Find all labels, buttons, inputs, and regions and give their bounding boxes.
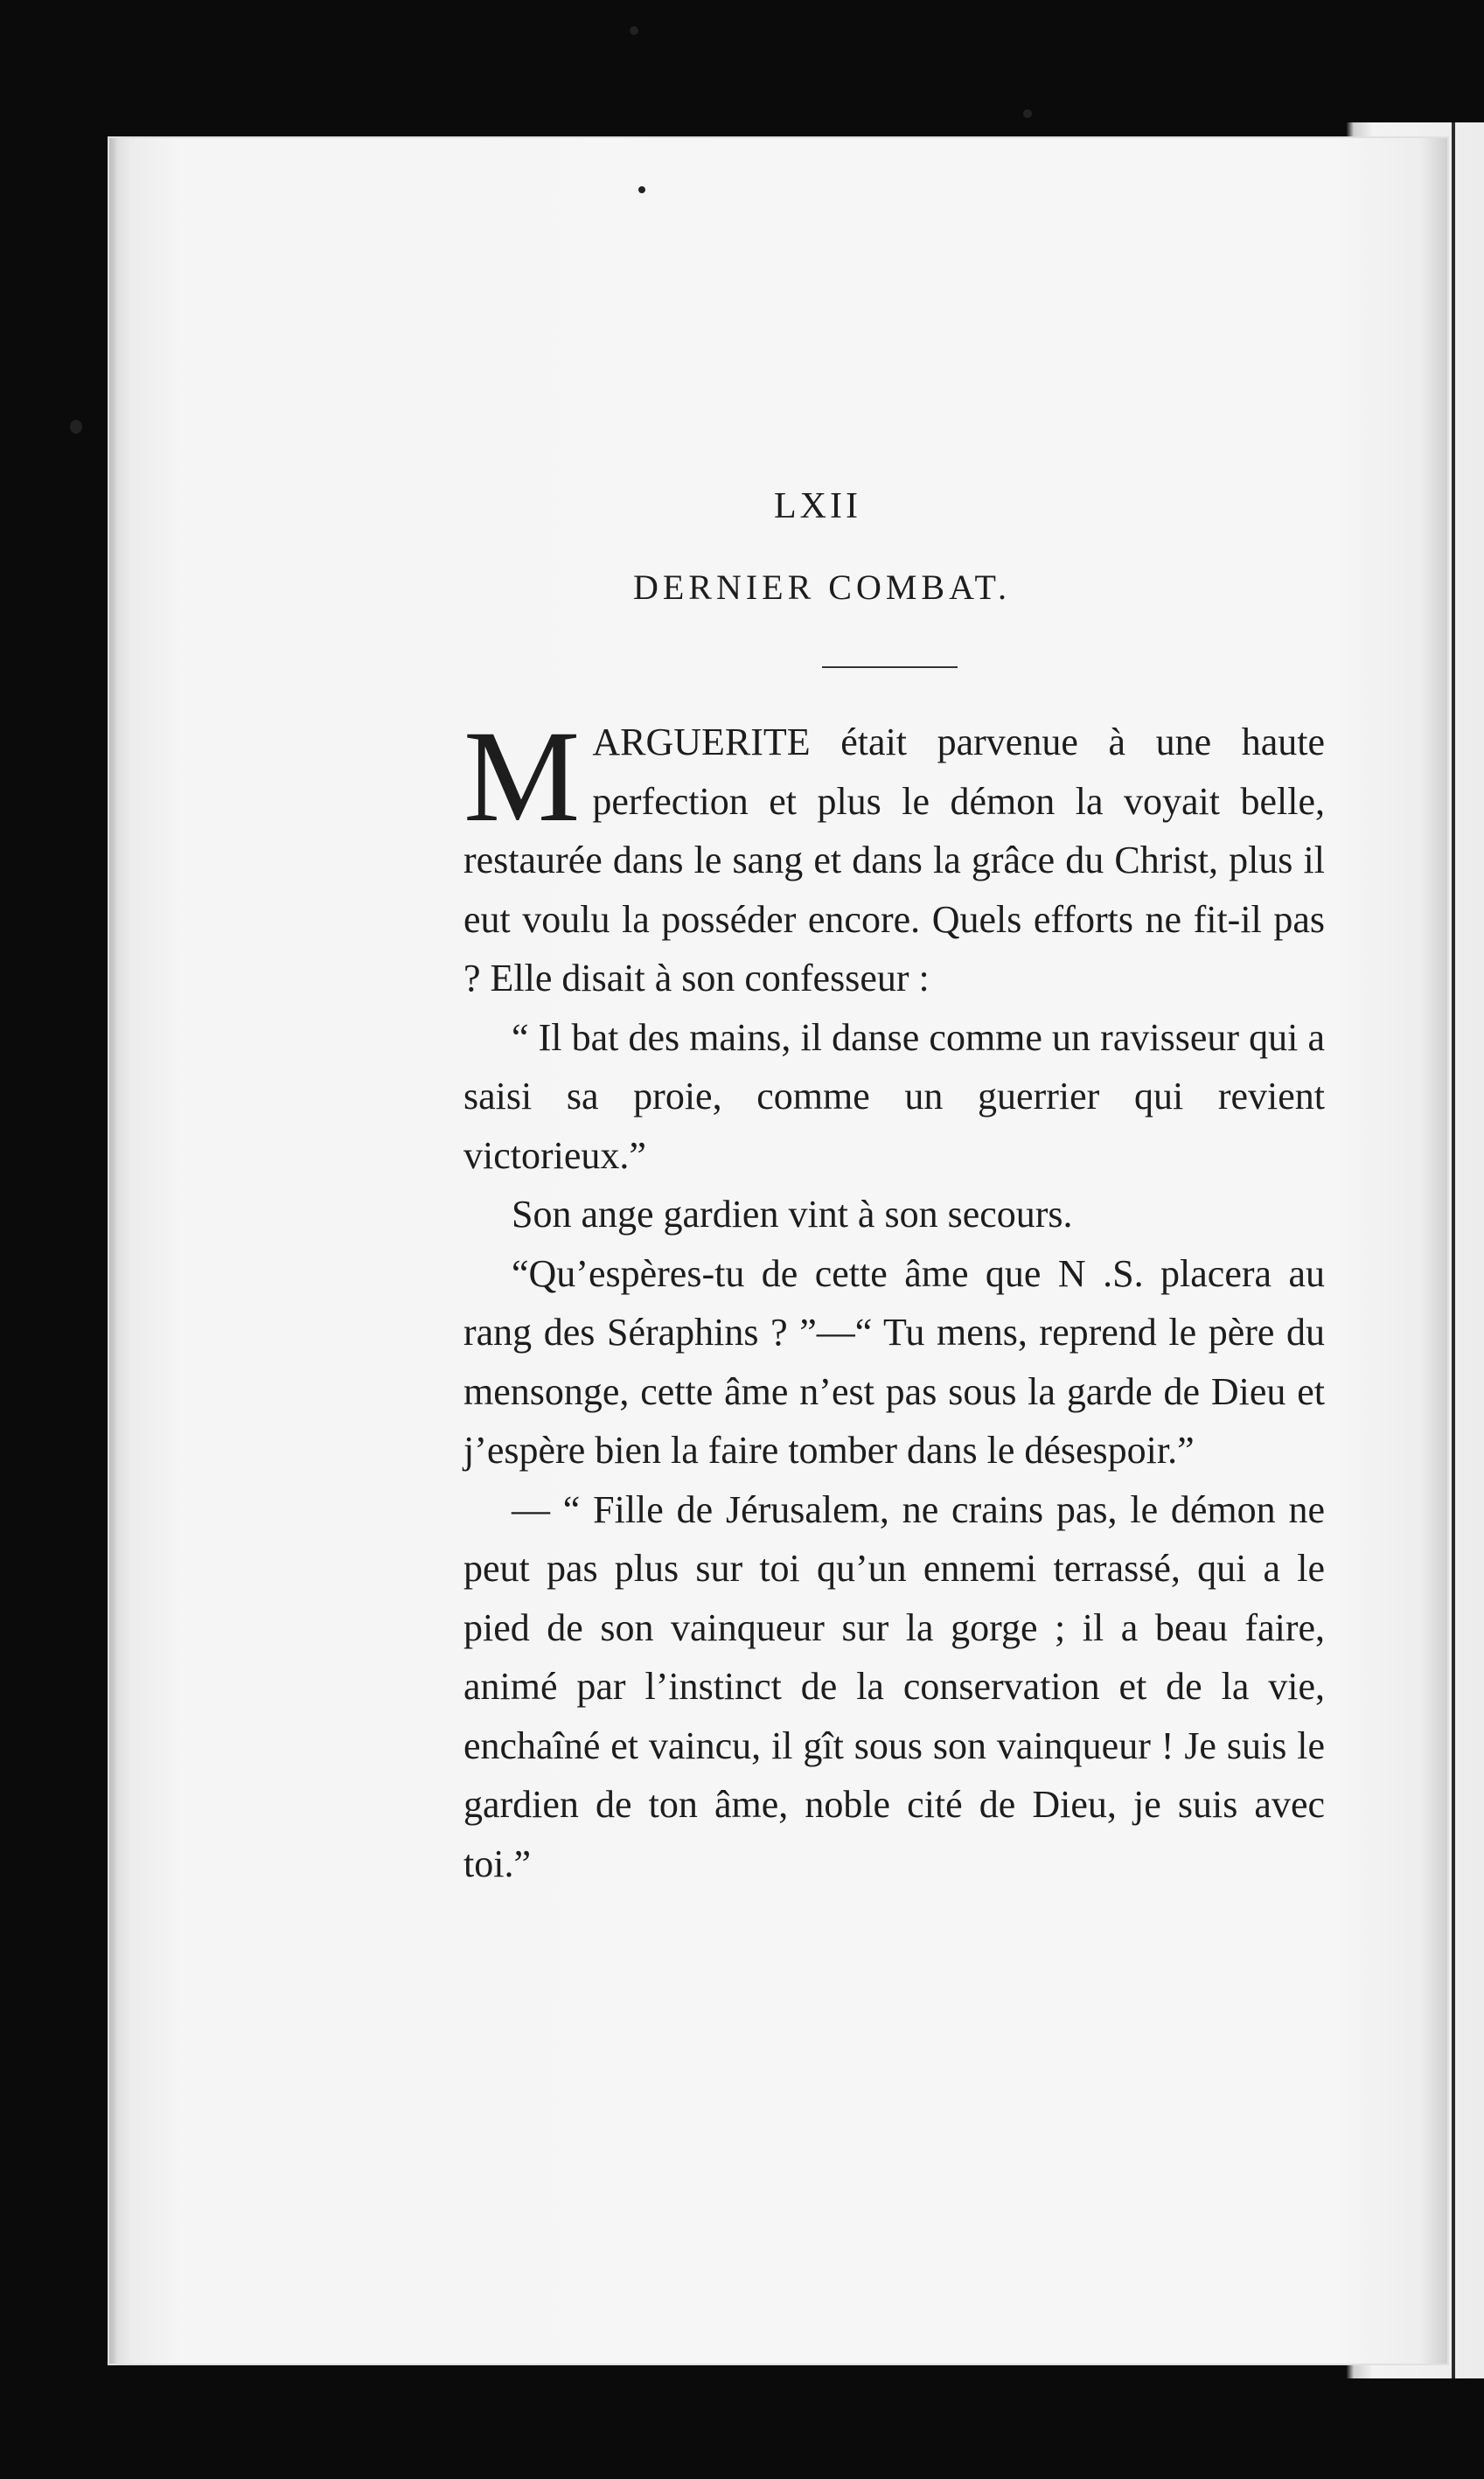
- chapter-title: DERNIER COMBAT.: [632, 568, 1012, 607]
- paragraph-1-text: ARGUERITE était parvenue à une haute perfection et plus le démon la voyait belle, restaurée dans le sang et dans la grâce du Christ, plus il eut voulu la posséder encore. Quels efforts ne fit-il pas ? Elle disait à son confesseur :: [463, 721, 1325, 999]
- dust-speck: [630, 26, 638, 35]
- paragraph-2: “ Il bat des mains, il danse comme un ravisseur qui a saisi sa proie, comme un guerrier qui revient victorieux.”: [463, 1015, 1325, 1177]
- page-gutter-shadow: [109, 138, 118, 2364]
- title-divider: [822, 666, 958, 668]
- dust-speck: [70, 420, 82, 434]
- chapter-body: [463, 704, 1325, 1893]
- chapter-number: LXII: [774, 486, 861, 526]
- paragraph-5: — “ Fille de Jérusalem, ne crains pas, le démon ne peut pas plus sur toi qu’un ennemi terrassé, qui a le pied de son vainqueur sur la gorge ; il a beau faire, animé par l’instinct de la conservation et de la vie, enchaîné et vaincu, il gît sous son vainqueur ! Je suis le gardien de ton âme, noble cité de Dieu, je suis avec toi.”: [463, 1487, 1325, 1885]
- paragraph-3: Son ange gardien vint à son secours.: [512, 1193, 1073, 1236]
- paragraph-1: [463, 704, 1325, 1008]
- drop-cap: M: [463, 704, 581, 849]
- dust-speck: [638, 186, 645, 193]
- paragraph-4: “Qu’espères-tu de cette âme que N .S. placera au rang des Séraphins ? ”—“ Tu mens, reprend le père du mensonge, cette âme n’est pas sous la garde de Dieu et j’espère bien la faire tomber dans le désespoir.”: [463, 1251, 1325, 1472]
- page-edge-shadow: [1452, 122, 1455, 2378]
- dust-speck: [1023, 109, 1032, 118]
